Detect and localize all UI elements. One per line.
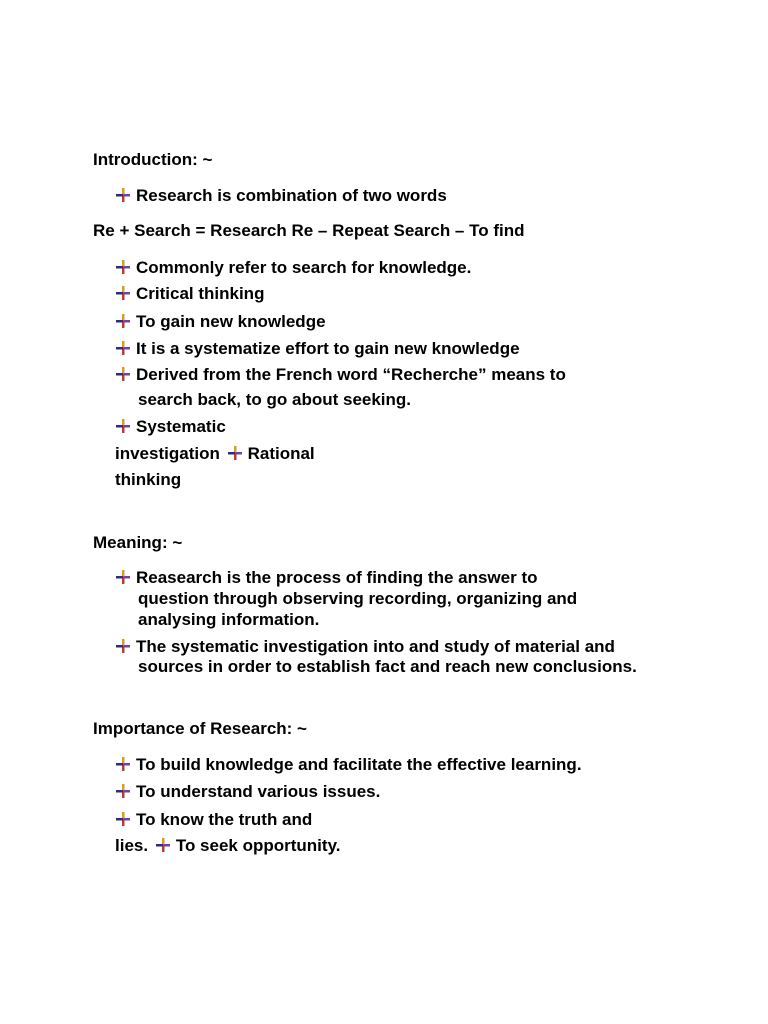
list-item-continuation <box>115 836 340 856</box>
list-item-text: Systematic <box>136 417 226 436</box>
list-item-continuation: thinking <box>115 470 182 489</box>
list-item-continuation: sources in order to establish fact and reach new conclusions. <box>138 657 637 676</box>
list-item-text: investigation <box>115 444 220 463</box>
list-item <box>115 339 520 359</box>
section-heading-introduction: Introduction: ~ <box>93 150 213 169</box>
list-item <box>115 312 326 332</box>
list-item-text: To know the truth and <box>136 810 313 829</box>
list-item <box>115 810 312 830</box>
plus-bullet-icon <box>115 366 131 382</box>
plus-bullet-icon <box>115 187 131 203</box>
plus-bullet-icon <box>115 340 131 356</box>
list-item-text: To seek opportunity. <box>175 836 341 855</box>
list-item <box>115 258 471 278</box>
list-item-text: lies. <box>115 836 149 855</box>
list-item-continuation <box>115 444 315 464</box>
list-item <box>115 637 615 657</box>
list-item-continuation: search back, to go about seeking. <box>138 390 412 409</box>
list-item-text: To build knowledge and facilitate the effective learning. <box>136 755 582 774</box>
list-item <box>115 284 264 304</box>
list-item <box>115 365 566 385</box>
section-heading-meaning: Meaning: ~ <box>93 533 183 552</box>
plus-bullet-icon <box>115 756 131 772</box>
plus-bullet-icon <box>115 259 131 275</box>
plus-bullet-icon <box>115 811 131 827</box>
list-item <box>115 755 582 775</box>
list-item-text: Commonly refer to search for knowledge. <box>136 258 472 277</box>
plus-bullet-icon <box>227 445 243 461</box>
list-item-text: Rational <box>247 444 315 463</box>
plus-bullet-icon <box>115 638 131 654</box>
list-item-text: Critical thinking <box>136 284 265 303</box>
list-item-text: To understand various issues. <box>136 782 381 801</box>
section-heading-importance: Importance of Research: ~ <box>93 719 307 738</box>
plus-bullet-icon <box>115 569 131 585</box>
list-item <box>115 417 226 437</box>
list-item-text: Research is combination of two words <box>136 186 447 205</box>
list-item-text: The systematic investigation into and study of material and <box>136 637 615 656</box>
list-item-text: To gain new knowledge <box>136 312 326 331</box>
list-item-text: Derived from the French word “Recherche” means to <box>136 365 566 384</box>
formula-line: Re + Search = Research Re – Repeat Search – To find <box>93 221 525 240</box>
plus-bullet-icon <box>115 783 131 799</box>
list-item <box>115 186 447 206</box>
list-item <box>115 568 538 588</box>
list-item <box>115 782 380 802</box>
list-item-text: Reasearch is the process of finding the answer to <box>136 568 538 587</box>
plus-bullet-icon <box>115 313 131 329</box>
plus-bullet-icon <box>155 837 171 853</box>
plus-bullet-icon <box>115 418 131 434</box>
plus-bullet-icon <box>115 285 131 301</box>
list-item-text: It is a systematize effort to gain new knowledge <box>136 339 520 358</box>
list-item-continuation: question through observing recording, organizing and <box>138 589 578 608</box>
list-item-continuation: analysing information. <box>138 610 320 629</box>
